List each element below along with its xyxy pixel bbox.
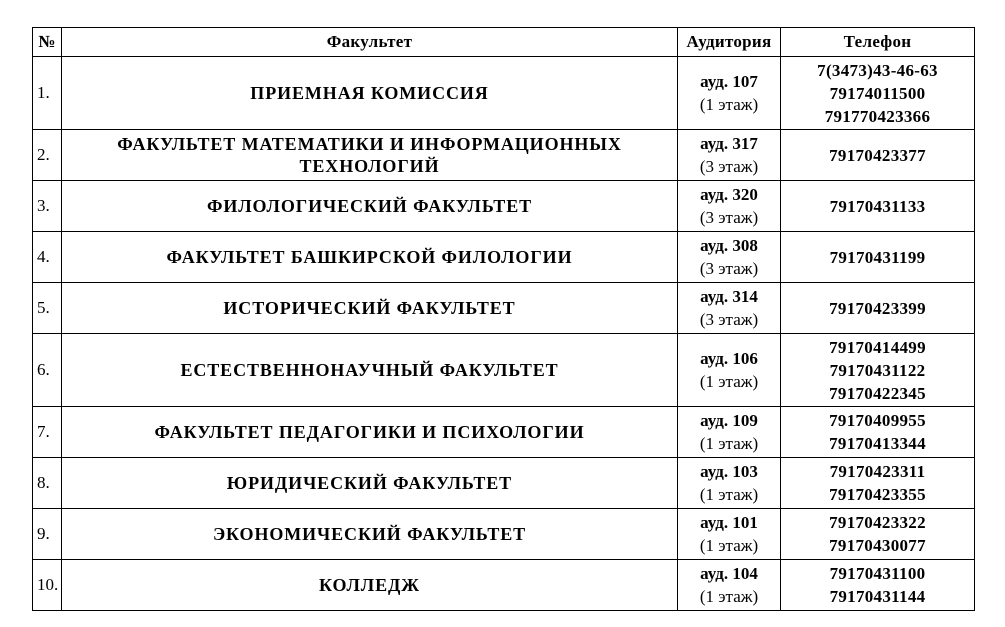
faculty-name: ЮРИДИЧЕСКИЙ ФАКУЛЬТЕТ [62,458,678,509]
phone-number: 7(3473)43-46-63 [817,60,938,80]
phone-number: 79174011500 [829,83,926,103]
row-number: 8. [33,458,62,509]
table-row [33,283,975,334]
room-cell [678,283,781,334]
phone-cell [781,130,975,181]
phone-number: 79170431100 [829,564,926,583]
phone-number: 79170431133 [829,196,926,216]
room-cell [678,181,781,232]
phone-cell [781,509,975,560]
room-floor: (3 этаж) [699,157,759,176]
row-number: 10. [33,560,62,611]
room-floor: (1 этаж) [699,95,759,114]
header-phone: Телефон [781,28,975,57]
phone-cell [781,283,975,334]
table-row [33,334,975,407]
room-floor: (1 этаж) [699,536,759,555]
room-cell [678,130,781,181]
phone-cell [781,407,975,458]
faculty-name: ЕСТЕСТВЕННОНАУЧНЫЙ ФАКУЛЬТЕТ [62,334,678,407]
faculty-name: ФАКУЛЬТЕТ МАТЕМАТИКИ И ИНФОРМАЦИОННЫХ ТЕХНОЛОГИЙ [62,130,678,181]
room-floor: (3 этаж) [699,208,759,227]
phone-number: 79170423355 [829,485,926,504]
room-number: ауд. 308 [700,236,758,255]
room-floor: (1 этаж) [699,434,759,453]
room-floor: (3 этаж) [699,259,759,278]
room-floor: (3 этаж) [699,310,759,329]
row-number: 2. [33,130,62,181]
table-row [33,181,975,232]
room-number: ауд. 314 [700,287,758,306]
room-cell [678,334,781,407]
row-number: 9. [33,509,62,560]
row-number: 5. [33,283,62,334]
room-number: ауд. 104 [700,564,758,583]
room-cell [678,57,781,130]
phone-cell [781,181,975,232]
table-row [33,232,975,283]
phone-number: 79170414499 [829,337,926,357]
room-number: ауд. 109 [700,411,758,430]
room-cell [678,232,781,283]
phone-number: 791770423366 [824,106,931,126]
room-number: ауд. 317 [700,134,758,153]
table-row [33,560,975,611]
header-faculty: Факультет [62,28,678,57]
room-floor: (1 этаж) [699,587,759,606]
phone-number: 79170423311 [829,462,926,481]
room-number: ауд. 103 [700,462,758,481]
room-floor: (1 этаж) [699,372,759,391]
row-number: 7. [33,407,62,458]
row-number: 3. [33,181,62,232]
header-room: Аудитория [678,28,781,57]
table-row [33,458,975,509]
room-cell [678,560,781,611]
row-number: 6. [33,334,62,407]
table-row [33,407,975,458]
table-row [33,130,975,181]
room-number: ауд. 106 [700,349,758,368]
faculty-name: ФИЛОЛОГИЧЕСКИЙ ФАКУЛЬТЕТ [62,181,678,232]
phone-cell [781,334,975,407]
phone-number: 79170422345 [829,383,926,403]
phone-number: 79170423399 [829,298,926,318]
faculty-name: ФАКУЛЬТЕТ ПЕДАГОГИКИ И ПСИХОЛОГИИ [62,407,678,458]
room-number: ауд. 101 [700,513,758,532]
phone-cell [781,560,975,611]
phone-number: 79170431122 [829,360,926,380]
table-header-row [33,28,975,57]
phone-number: 79170413344 [829,434,926,453]
phone-cell [781,232,975,283]
room-floor: (1 этаж) [699,485,759,504]
room-cell [678,407,781,458]
phone-number: 79170430077 [829,536,926,555]
faculty-name: ПРИЕМНАЯ КОМИССИЯ [62,57,678,130]
phone-number: 79170423322 [829,513,926,532]
room-cell [678,509,781,560]
phone-cell [781,57,975,130]
table-row [33,57,975,130]
room-number: ауд. 107 [700,72,758,91]
row-number: 4. [33,232,62,283]
faculty-name: ЭКОНОМИЧЕСКИЙ ФАКУЛЬТЕТ [62,509,678,560]
room-number: ауд. 320 [700,185,758,204]
phone-number: 79170431199 [829,247,926,267]
faculty-name: ФАКУЛЬТЕТ БАШКИРСКОЙ ФИЛОЛОГИИ [62,232,678,283]
faculty-contacts-table [32,27,975,611]
phone-cell [781,458,975,509]
phone-number: 79170423377 [829,145,926,165]
faculty-name: ИСТОРИЧЕСКИЙ ФАКУЛЬТЕТ [62,283,678,334]
table-row [33,509,975,560]
phone-number: 79170431144 [829,587,926,606]
phone-number: 79170409955 [829,411,926,430]
room-cell [678,458,781,509]
faculty-name: КОЛЛЕДЖ [62,560,678,611]
row-number: 1. [33,57,62,130]
header-number: № [33,28,62,57]
